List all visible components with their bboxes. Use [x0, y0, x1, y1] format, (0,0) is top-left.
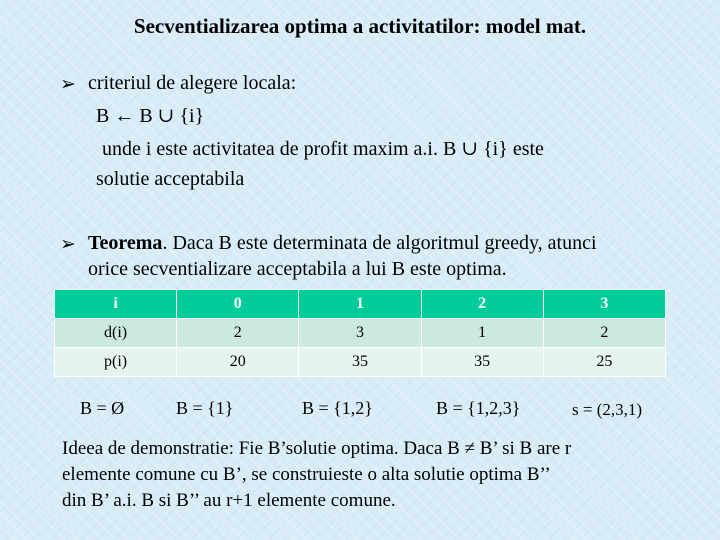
table-row — [55, 319, 666, 348]
rule-explanation: unde i este activitatea de profit maxim a.i. B ∪ {i} este — [102, 138, 544, 160]
arrow-bullet-icon: ➢ — [60, 234, 76, 255]
table-cell: p(i) — [55, 348, 177, 377]
table-header-row — [55, 290, 666, 319]
sequence-result: s = (2,3,1) — [572, 400, 643, 419]
theorem-line-2: orice secventializare acceptabila a lui B este optima. — [88, 258, 507, 280]
arrow-bullet-icon: ➢ — [60, 74, 76, 95]
step-set-1: B = {1} — [176, 398, 234, 418]
table-header-cell: i — [55, 290, 177, 319]
step-set-123: B = {1,2,3} — [436, 398, 521, 418]
table-row — [55, 348, 666, 377]
step-set-12: B = {1,2} — [302, 398, 373, 418]
table-header-cell: 2 — [421, 290, 543, 319]
table-cell: 2 — [177, 319, 299, 348]
proof-paragraph — [62, 436, 571, 514]
step-set-empty: B = Ø — [80, 398, 125, 418]
proof-line: Ideea de demonstratie: Fie B’solutie optima. Daca B ≠ B’ si B are r — [62, 438, 572, 459]
table-header-cell: 1 — [299, 290, 421, 319]
criterion-line: criteriul de alegere locala: — [88, 72, 297, 94]
table-cell: 2 — [543, 319, 665, 348]
table-cell: 35 — [299, 348, 421, 377]
table-header-cell: 0 — [177, 290, 299, 319]
table-cell: 1 — [421, 319, 543, 348]
table-cell: 20 — [177, 348, 299, 377]
table-cell: 35 — [421, 348, 543, 377]
proof-line: elemente comune cu B’, se construieste o alta solutie optima B’’ — [62, 464, 551, 485]
theorem-line — [88, 232, 597, 255]
table-cell: 25 — [543, 348, 665, 377]
theorem-text: . Daca B este determinata de algoritmul greedy, atunci — [162, 232, 597, 254]
activity-table — [54, 289, 666, 377]
theorem-label: Teorema — [88, 232, 163, 254]
update-rule: B ← B ∪ {i} — [96, 105, 205, 127]
table-cell: 3 — [299, 319, 421, 348]
proof-line: din B’ a.i. B si B’’ au r+1 elemente comune. — [62, 490, 396, 511]
table-cell: d(i) — [55, 319, 177, 348]
slide-title: Secventializarea optima a activitatilor: model mat. — [133, 14, 587, 38]
table-header-cell: 3 — [543, 290, 665, 319]
rule-explanation-cont: solutie acceptabila — [96, 168, 245, 190]
